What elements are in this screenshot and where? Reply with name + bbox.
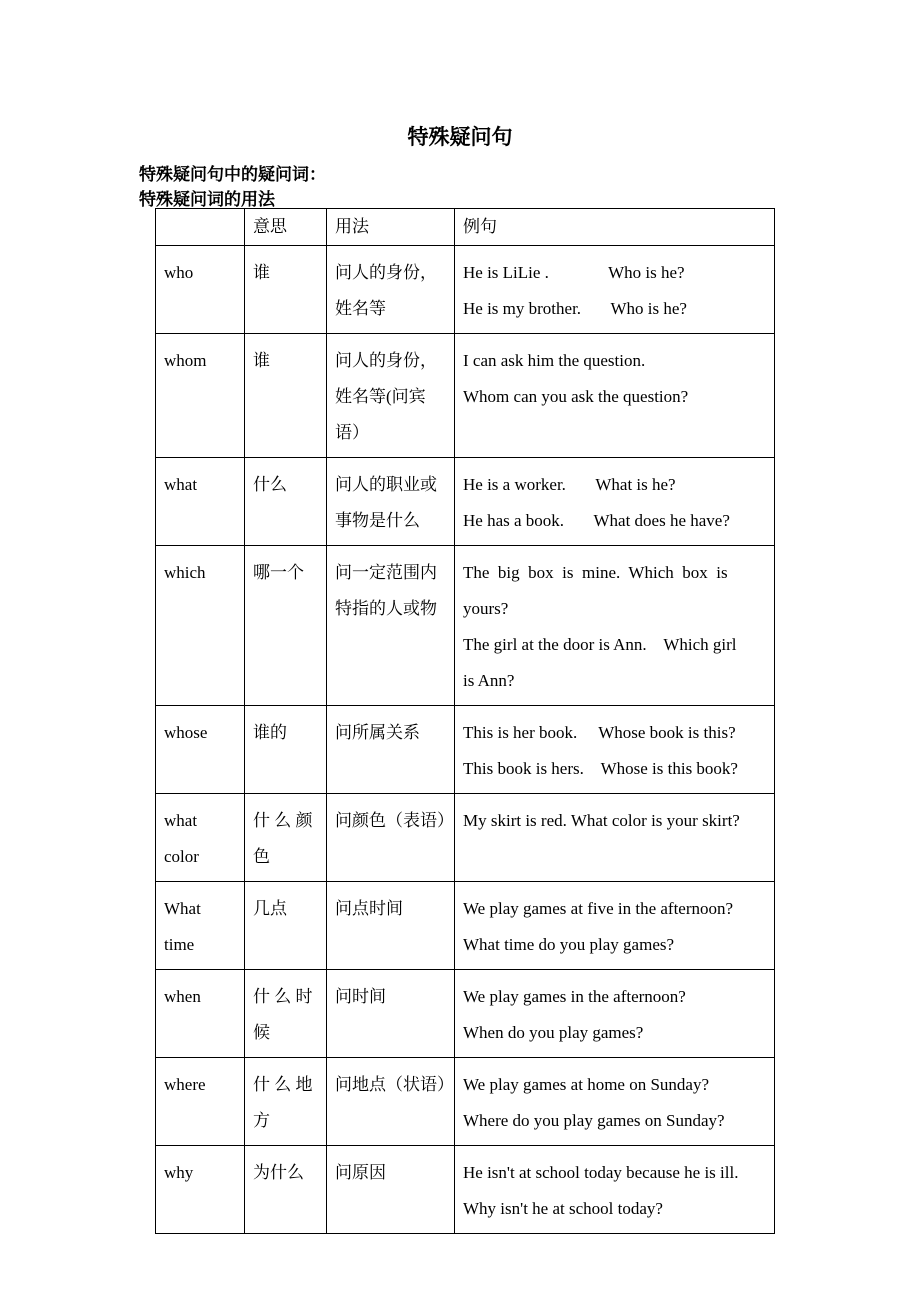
- cell-word-line: which: [164, 563, 206, 582]
- cell-example: [455, 970, 775, 1058]
- cell-example-line: Whom can you ask the question?: [463, 387, 689, 406]
- cell-example-line: He is my brother. Who is he?: [463, 299, 687, 318]
- cell-word: [156, 882, 245, 970]
- cell-usage: [327, 458, 455, 546]
- cell-meaning-line: 候: [253, 1023, 270, 1042]
- cell-example-line: This is her book. Whose book is this?: [463, 723, 736, 742]
- cell-usage: [327, 546, 455, 706]
- cell-usage-line: 事物是什么: [335, 511, 420, 530]
- cell-meaning: [245, 458, 327, 546]
- cell-example: [455, 706, 775, 794]
- cell-word-line: when: [164, 987, 201, 1006]
- cell-word-line: whom: [164, 351, 207, 370]
- cell-example: [455, 334, 775, 458]
- cell-usage-line: 问所属关系: [335, 723, 420, 742]
- table-row: [156, 334, 775, 458]
- cell-usage: [327, 794, 455, 882]
- cell-word-line: What: [164, 899, 201, 918]
- cell-example: [455, 458, 775, 546]
- cell-example-line: He has a book. What does he have?: [463, 511, 730, 530]
- cell-example-line: The girl at the door is Ann. Which girl: [463, 635, 737, 654]
- cell-meaning-line: 谁: [253, 263, 270, 282]
- cell-usage-line: 问时间: [335, 987, 386, 1006]
- cell-meaning: [245, 546, 327, 706]
- cell-word-line: time: [164, 935, 195, 954]
- header-word: [156, 209, 245, 246]
- cell-meaning-line: 哪一个: [253, 563, 304, 582]
- table-row: [156, 706, 775, 794]
- table-header-row: [156, 209, 775, 246]
- cell-example-line: is Ann?: [463, 671, 515, 690]
- cell-meaning: [245, 1146, 327, 1234]
- cell-example: [455, 546, 775, 706]
- header-example: 例句: [455, 209, 775, 246]
- table-row: [156, 1058, 775, 1146]
- cell-meaning: [245, 882, 327, 970]
- cell-example: [455, 1146, 775, 1234]
- cell-meaning-line: 什 么 颜: [253, 811, 313, 830]
- question-words-table: [155, 208, 775, 1234]
- table-row: [156, 794, 775, 882]
- cell-usage: [327, 246, 455, 334]
- cell-usage: [327, 706, 455, 794]
- cell-usage: [327, 334, 455, 458]
- cell-usage-line: 问人的职业或: [335, 475, 437, 494]
- cell-usage-line: 问一定范围内: [335, 563, 437, 582]
- cell-usage-line: 问原因: [335, 1163, 386, 1182]
- table-row: [156, 882, 775, 970]
- cell-meaning: [245, 246, 327, 334]
- cell-word: [156, 706, 245, 794]
- table-row: [156, 546, 775, 706]
- table-body: [156, 209, 775, 1234]
- cell-word: [156, 334, 245, 458]
- cell-meaning-line: 方: [253, 1111, 270, 1130]
- cell-word-line: what: [164, 811, 198, 830]
- cell-meaning: [245, 970, 327, 1058]
- header-meaning: 意思: [245, 209, 327, 246]
- cell-example-line: He isn't at school today because he is ill.: [463, 1163, 739, 1182]
- header-usage: 用法: [327, 209, 455, 246]
- cell-usage: [327, 970, 455, 1058]
- cell-word: [156, 458, 245, 546]
- cell-usage-line: 姓名等(问宾: [335, 387, 426, 406]
- cell-word: [156, 970, 245, 1058]
- cell-meaning-line: 什 么 时: [253, 987, 313, 1006]
- subheading-question-words: 特殊疑问句中的疑问词：: [139, 165, 326, 184]
- cell-word-line: what: [164, 475, 198, 494]
- cell-example: [455, 794, 775, 882]
- cell-usage: [327, 882, 455, 970]
- cell-meaning-line: 谁的: [253, 723, 287, 742]
- cell-meaning-line: 什 么 地: [253, 1075, 313, 1094]
- cell-word: [156, 794, 245, 882]
- cell-usage-line: 问地点（状语）: [335, 1075, 454, 1094]
- cell-example-line: yours?: [463, 599, 509, 618]
- cell-example-line: We play games in the afternoon?: [463, 987, 686, 1006]
- cell-example-line: We play games at five in the afternoon?: [463, 899, 734, 918]
- table-row: [156, 1146, 775, 1234]
- cell-meaning-line: 几点: [253, 899, 287, 918]
- table-row: [156, 458, 775, 546]
- cell-word-line: where: [164, 1075, 206, 1094]
- cell-meaning-line: 为什么: [253, 1163, 304, 1182]
- cell-word: [156, 1058, 245, 1146]
- cell-word-line: why: [164, 1163, 194, 1182]
- cell-usage-line: 问人的身份，: [335, 351, 437, 370]
- cell-meaning-line: 色: [253, 847, 270, 866]
- cell-example-line: What time do you play games?: [463, 935, 675, 954]
- cell-example-line: This book is hers. Whose is this book?: [463, 759, 738, 778]
- cell-example-line: The big box is mine. Which box is: [463, 563, 728, 582]
- cell-usage-line: 问点时间: [335, 899, 403, 918]
- cell-meaning-line: 谁: [253, 351, 270, 370]
- cell-word-line: color: [164, 847, 199, 866]
- cell-example-line: He is LiLie . Who is he?: [463, 263, 685, 282]
- cell-usage-line: 问人的身份，: [335, 263, 437, 282]
- cell-example: [455, 246, 775, 334]
- subheading-usage: 特殊疑问词的用法: [139, 190, 275, 209]
- cell-word-line: who: [164, 263, 194, 282]
- cell-usage: [327, 1058, 455, 1146]
- cell-example-line: Where do you play games on Sunday?: [463, 1111, 725, 1130]
- cell-usage-line: 问颜色（表语）: [335, 811, 454, 830]
- cell-example-line: He is a worker. What is he?: [463, 475, 676, 494]
- table-row: [156, 970, 775, 1058]
- cell-example-line: I can ask him the question.: [463, 351, 646, 370]
- cell-word: [156, 246, 245, 334]
- cell-example-line: My skirt is red. What color is your skirt?: [463, 811, 740, 830]
- cell-example-line: When do you play games?: [463, 1023, 644, 1042]
- page-title: 特殊疑问句: [407, 125, 513, 149]
- cell-example-line: We play games at home on Sunday?: [463, 1075, 710, 1094]
- cell-example-line: Why isn't he at school today?: [463, 1199, 663, 1218]
- table-row: [156, 246, 775, 334]
- cell-meaning: [245, 794, 327, 882]
- cell-word-line: whose: [164, 723, 208, 742]
- cell-word: [156, 1146, 245, 1234]
- cell-example: [455, 882, 775, 970]
- cell-word: [156, 546, 245, 706]
- cell-meaning: [245, 1058, 327, 1146]
- cell-usage: [327, 1146, 455, 1234]
- cell-usage-line: 姓名等: [335, 299, 386, 318]
- cell-usage-line: 语）: [335, 423, 369, 442]
- cell-usage-line: 特指的人或物: [335, 599, 437, 618]
- cell-example: [455, 1058, 775, 1146]
- cell-meaning: [245, 334, 327, 458]
- cell-meaning-line: 什么: [253, 475, 287, 494]
- cell-meaning: [245, 706, 327, 794]
